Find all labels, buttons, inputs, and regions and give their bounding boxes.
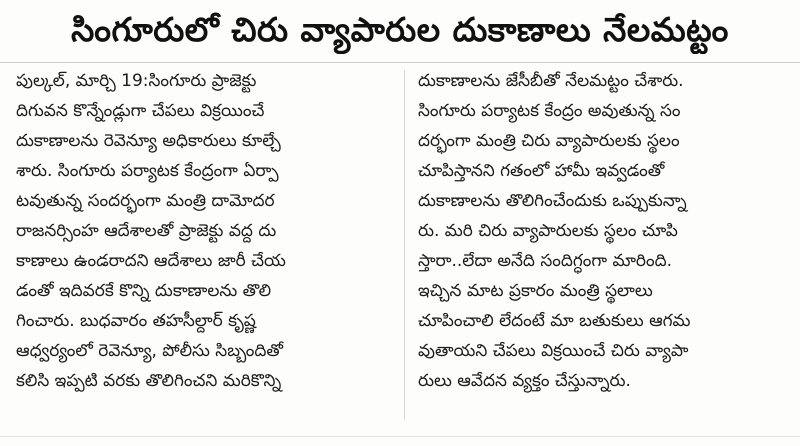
- article-line: ఆధ్వర్యంలో రెవెన్యూ, పోలీసు సిబ్బందితో: [16, 341, 283, 361]
- article-line: చూపించాలి లేదంటే మా బతుకులు ఆగమ: [418, 311, 691, 331]
- article-line: టవుతున్న సందర్భంగా మంత్రి దామోదర: [16, 191, 275, 211]
- headline: సింగూరులో చిరు వ్యాపారుల దుకాణాలు నేలమట్టం: [71, 10, 729, 49]
- article-line: స్తారా..లేదా అనేది సందిగ్ధంగా మారింది.: [418, 251, 673, 271]
- article-line: వుతాయని చేపలు విక్రయించే చిరు వ్యాపా: [418, 341, 689, 361]
- article-line: చూపిస్తానని గతంలో హామీ ఇవ్వడంతో: [418, 161, 665, 181]
- article-column-right: [418, 66, 790, 428]
- article-line: కలిసి ఇప్పటి వరకు తొలిగించని మరికొన్ని: [16, 371, 282, 391]
- article-line: పుల్కల్, మార్చి 19:సింగూరు ప్రాజెక్టు: [16, 71, 257, 91]
- article-line: శారు. సింగూరు పర్యాటక కేంద్రంగా ఏర్పా: [16, 161, 279, 181]
- column-divider: [404, 70, 405, 420]
- article-line: రు. మరి చిరు వ్యాపారులకు స్థలం చూపి: [418, 221, 678, 241]
- article-column-left: [16, 66, 396, 428]
- article-line: రులు ఆవేదన వ్యక్తం చేస్తున్నారు.: [418, 371, 631, 391]
- article-line: ఇచ్చిన మాట ప్రకారం మంత్రి స్థలాలు: [418, 281, 653, 301]
- article-line: గించారు. బుధవారం తహసీల్దార్ కృష్ణ: [16, 311, 256, 331]
- article-line: దుకాణాలను జేసీబీతో నేలమట్టం చేశారు.: [418, 71, 684, 91]
- bottom-divider: [0, 436, 800, 437]
- article-line: దుకాణాలను తొలిగించేందుకు ఒప్పుకున్నా: [418, 191, 687, 211]
- article-line: దర్భంగా మంత్రి చిరు వ్యాపారులకు స్థలం: [418, 131, 680, 151]
- article-line: రాజనర్సింహ ఆదేశాలతో ప్రాజెక్టు వద్ద దు: [16, 221, 277, 241]
- headline-divider: [0, 62, 800, 63]
- article-line: సింగూరు పర్యాటక కేంద్రం అవుతున్న సం: [418, 101, 681, 121]
- article-line: దుకాణాలను రెవెన్యూ అధికారులు కూల్చే: [16, 131, 281, 151]
- article-line: కాణాలు ఉండరాదని ఆదేశాలు జారీ చేయ: [16, 251, 286, 271]
- article-line: దిగువన కొన్నేండ్లుగా చేపలు విక్రయించే: [16, 101, 265, 121]
- article-line: డంతో ఇదివరకే కొన్ని దుకాణాలను తొలి: [16, 281, 272, 301]
